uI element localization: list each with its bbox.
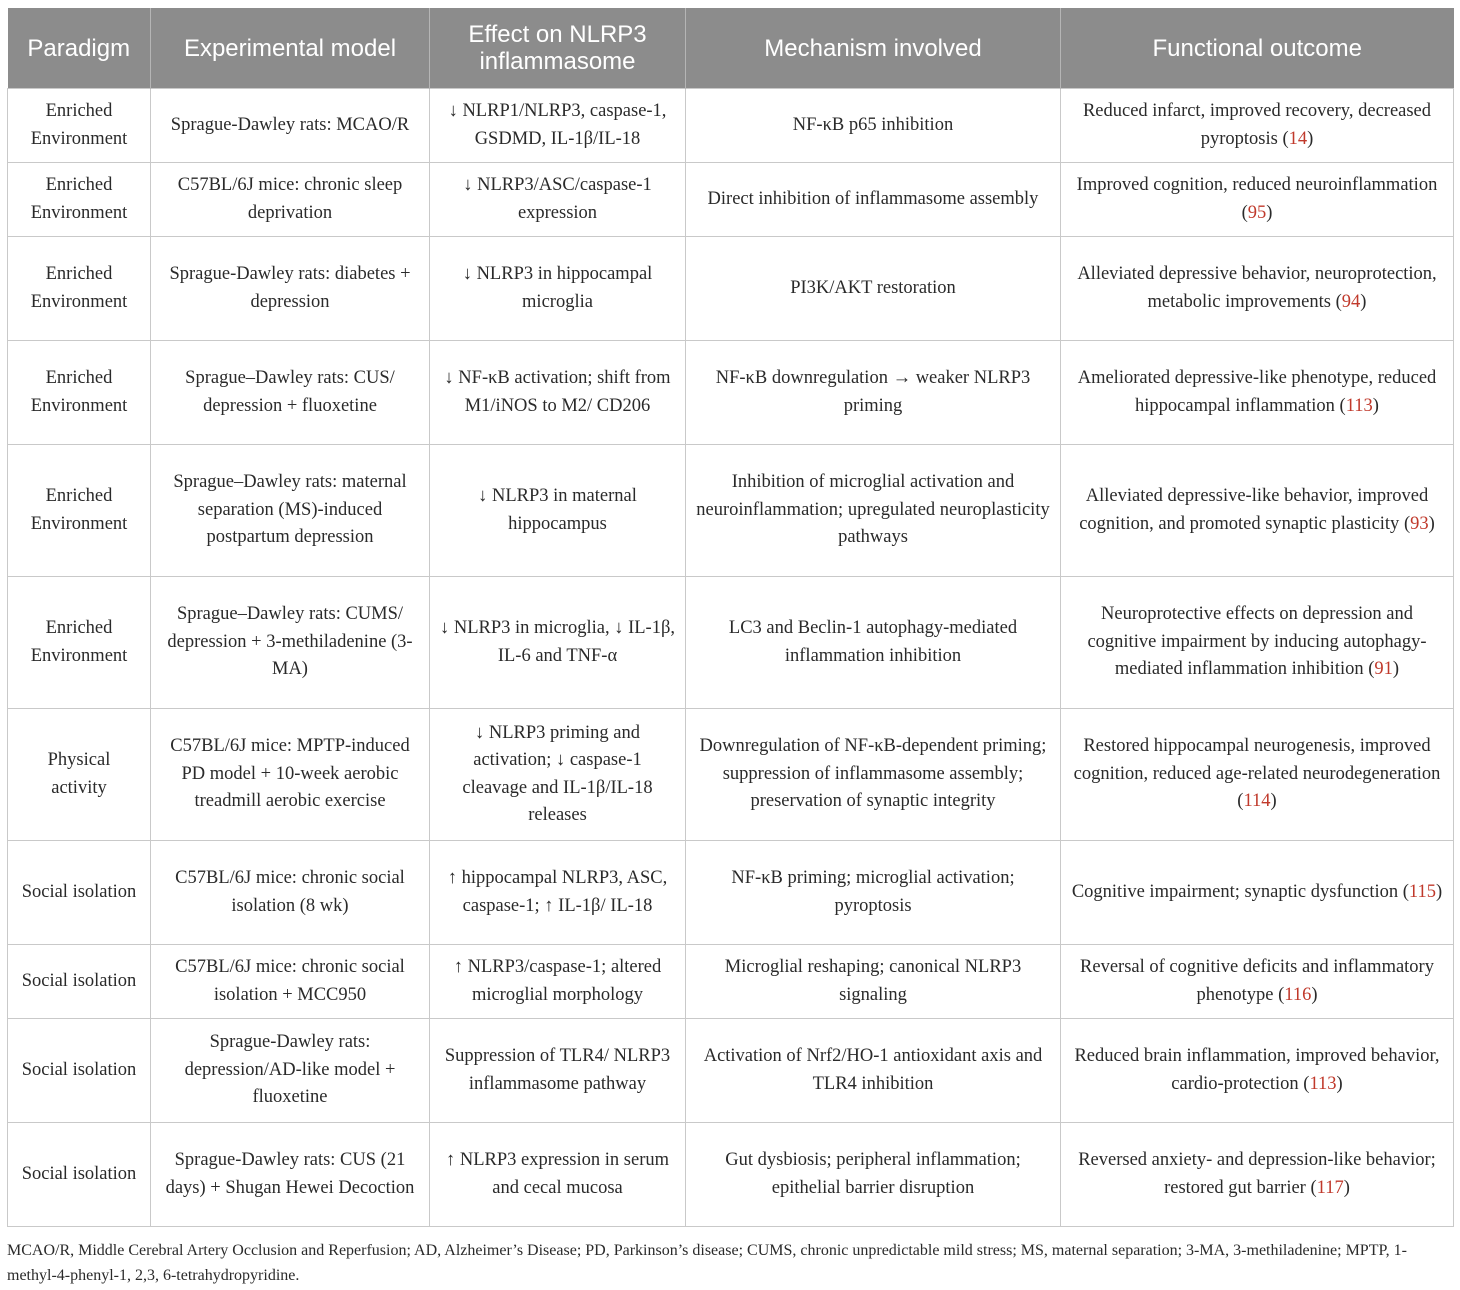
reference-link[interactable]: 95	[1247, 202, 1267, 223]
cell-outcome: Alleviated depressive behavior, neuroprotection, metabolic improvements (94)	[1061, 237, 1454, 341]
cell-paradigm: Enriched Environment	[8, 163, 151, 237]
table-container	[7, 8, 1453, 1227]
header-effect: Effect on NLRP3 inflammasome	[430, 8, 686, 89]
reference-link[interactable]: 114	[1243, 791, 1271, 812]
cell-mechanism: NF-κB priming; microglial activation; pyroptosis	[686, 841, 1061, 945]
cell-model: Sprague-Dawley rats: MCAO/R	[151, 89, 430, 163]
nlrp3-table	[7, 8, 1454, 1227]
table-footnote: MCAO/R, Middle Cerebral Artery Occlusion and Reperfusion; AD, Alzheimer’s Disease; PD, Parkinson’s disease; CUMS, chronic unpredictable mild stress; MS, maternal separation; 3-MA, 3-methiladenine; MPTP, 1-methyl-4-phenyl-1, 2,3, 6-tetrahydropyridine.	[7, 1242, 1407, 1284]
cell-outcome: Reversed anxiety- and depression-like behavior; restored gut barrier (117)	[1061, 1123, 1454, 1227]
cell-paradigm: Enriched Environment	[8, 237, 151, 341]
cell-paradigm: Enriched Environment	[8, 577, 151, 709]
table-row	[8, 577, 1454, 709]
cell-model: C57BL/6J mice: chronic social isolation + MCC950	[151, 945, 430, 1019]
outcome-text: Alleviated depressive behavior, neuroprotection, metabolic improvements	[1077, 264, 1437, 312]
cell-paradigm: Enriched Environment	[8, 89, 151, 163]
reference-link[interactable]: 113	[1345, 395, 1373, 416]
reference-link[interactable]: 117	[1316, 1177, 1344, 1198]
cell-mechanism: Inhibition of microglial activation and neuroinflammation; upregulated neuroplasticity pathways	[686, 445, 1061, 577]
cell-model: Sprague-Dawley rats: depression/AD-like model + fluoxetine	[151, 1019, 430, 1123]
table-row	[8, 1019, 1454, 1123]
table-row	[8, 341, 1454, 445]
cell-outcome: Reversal of cognitive deficits and inflammatory phenotype (116)	[1061, 945, 1454, 1019]
cell-outcome: Reduced brain inflammation, improved behavior, cardio-protection (113)	[1061, 1019, 1454, 1123]
cell-mechanism: Microglial reshaping; canonical NLRP3 signaling	[686, 945, 1061, 1019]
cell-effect: ↓ NLRP3 in microglia, ↓ IL-1β, IL-6 and TNF-α	[430, 577, 686, 709]
header-paradigm: Paradigm	[8, 8, 151, 89]
table-row	[8, 237, 1454, 341]
outcome-text: Reduced brain inflammation, improved behavior, cardio-protection	[1074, 1046, 1440, 1094]
outcome-text: Reversal of cognitive deficits and inflammatory phenotype	[1080, 957, 1434, 1005]
reference-link[interactable]: 91	[1374, 659, 1393, 680]
cell-model: Sprague–Dawley rats: CUS/ depression + fluoxetine	[151, 341, 430, 445]
outcome-text: Reversed anxiety- and depression-like behavior; restored gut barrier	[1078, 1150, 1436, 1198]
cell-effect: ↓ NF-κB activation; shift from M1/iNOS to M2/ CD206	[430, 341, 686, 445]
cell-paradigm: Enriched Environment	[8, 341, 151, 445]
cell-outcome: Reduced infarct, improved recovery, decreased pyroptosis (14)	[1061, 89, 1454, 163]
reference-link[interactable]: 113	[1309, 1073, 1337, 1094]
reference-link[interactable]: 14	[1288, 128, 1308, 149]
cell-mechanism: Activation of Nrf2/HO-1 antioxidant axis and TLR4 inhibition	[686, 1019, 1061, 1123]
outcome-text: Neuroprotective effects on depression and cognitive impairment by inducing autophagy-mediated inflammation inhibition	[1087, 604, 1427, 680]
cell-mechanism: Downregulation of NF-κB-dependent priming; suppression of inflammasome assembly; preservation of synaptic integrity	[686, 709, 1061, 841]
table-row	[8, 445, 1454, 577]
cell-mechanism: Gut dysbiosis; peripheral inflammation; epithelial barrier disruption	[686, 1123, 1061, 1227]
cell-mechanism: LC3 and Beclin-1 autophagy-mediated inflammation inhibition	[686, 577, 1061, 709]
cell-model: Sprague–Dawley rats: maternal separation (MS)-induced postpartum depression	[151, 445, 430, 577]
reference-link[interactable]: 94	[1341, 291, 1361, 312]
cell-outcome: Restored hippocampal neurogenesis, improved cognition, reduced age-related neurodegeneration (114)	[1061, 709, 1454, 841]
table-row	[8, 945, 1454, 1019]
cell-effect: ↓ NLRP3 priming and activation; ↓ caspase-1 cleavage and IL-1β/IL-18 releases	[430, 709, 686, 841]
header-experimental-model: Experimental model	[151, 8, 430, 89]
cell-model: Sprague-Dawley rats: diabetes + depression	[151, 237, 430, 341]
outcome-text: Restored hippocampal neurogenesis, improved cognition, reduced age-related neurodegeneration	[1073, 736, 1441, 784]
header-mechanism: Mechanism involved	[686, 8, 1061, 89]
outcome-text: Reduced infarct, improved recovery, decreased pyroptosis	[1082, 101, 1432, 149]
cell-mechanism: Direct inhibition of inflammasome assembly	[686, 163, 1061, 237]
cell-model: C57BL/6J mice: chronic social isolation (8 wk)	[151, 841, 430, 945]
cell-paradigm: Social isolation	[8, 945, 151, 1019]
outcome-text: Alleviated depressive-like behavior, improved cognition, and promoted synaptic plasticity	[1079, 486, 1429, 534]
cell-effect: ↓ NLRP3 in hippocampal microglia	[430, 237, 686, 341]
reference-link[interactable]: 115	[1408, 881, 1436, 902]
outcome-text: Cognitive impairment; synaptic dysfunction	[1071, 881, 1399, 902]
cell-outcome: Neuroprotective effects on depression and cognitive impairment by inducing autophagy-mediated inflammation inhibition (91)	[1061, 577, 1454, 709]
table-row	[8, 89, 1454, 163]
header-row	[8, 8, 1454, 89]
reference-link[interactable]: 116	[1284, 984, 1312, 1005]
cell-mechanism: NF-κB p65 inhibition	[686, 89, 1061, 163]
outcome-text: Ameliorated depressive-like phenotype, reduced hippocampal inflammation	[1077, 368, 1437, 416]
table-row	[8, 709, 1454, 841]
cell-paradigm: Social isolation	[8, 1019, 151, 1123]
table-row	[8, 163, 1454, 237]
cell-model: Sprague-Dawley rats: CUS (21 days) + Shugan Hewei Decoction	[151, 1123, 430, 1227]
cell-effect: ↑ NLRP3/caspase-1; altered microglial morphology	[430, 945, 686, 1019]
cell-paradigm: Social isolation	[8, 841, 151, 945]
table-row	[8, 1123, 1454, 1227]
reference-link[interactable]: 93	[1410, 513, 1429, 534]
cell-outcome: Improved cognition, reduced neuroinflammation (95)	[1061, 163, 1454, 237]
cell-paradigm: Physical activity	[8, 709, 151, 841]
cell-effect: ↓ NLRP3 in maternal hippocampus	[430, 445, 686, 577]
cell-effect: ↓ NLRP3/ASC/caspase-1 expression	[430, 163, 686, 237]
cell-effect: ↑ hippocampal NLRP3, ASC, caspase-1; ↑ IL-1β/ IL-18	[430, 841, 686, 945]
cell-model: C57BL/6J mice: MPTP-induced PD model + 10-week aerobic treadmill aerobic exercise	[151, 709, 430, 841]
outcome-text: Improved cognition, reduced neuroinflammation	[1076, 175, 1438, 195]
cell-effect: ↓ NLRP1/NLRP3, caspase-1, GSDMD, IL-1β/IL-18	[430, 89, 686, 163]
table-row	[8, 841, 1454, 945]
cell-outcome: Cognitive impairment; synaptic dysfunction (115)	[1061, 841, 1454, 945]
cell-mechanism: PI3K/AKT restoration	[686, 237, 1061, 341]
cell-outcome: Ameliorated depressive-like phenotype, reduced hippocampal inflammation (113)	[1061, 341, 1454, 445]
cell-model: C57BL/6J mice: chronic sleep deprivation	[151, 163, 430, 237]
cell-effect: Suppression of TLR4/ NLRP3 inflammasome pathway	[430, 1019, 686, 1123]
cell-effect: ↑ NLRP3 expression in serum and cecal mucosa	[430, 1123, 686, 1227]
cell-paradigm: Enriched Environment	[8, 445, 151, 577]
header-functional-outcome: Functional outcome	[1061, 8, 1454, 89]
cell-paradigm: Social isolation	[8, 1123, 151, 1227]
cell-model: Sprague–Dawley rats: CUMS/ depression + 3-methiladenine (3-MA)	[151, 577, 430, 709]
cell-outcome: Alleviated depressive-like behavior, improved cognition, and promoted synaptic plasticity (93)	[1061, 445, 1454, 577]
cell-mechanism: NF-κB downregulation → weaker NLRP3 priming	[686, 341, 1061, 445]
